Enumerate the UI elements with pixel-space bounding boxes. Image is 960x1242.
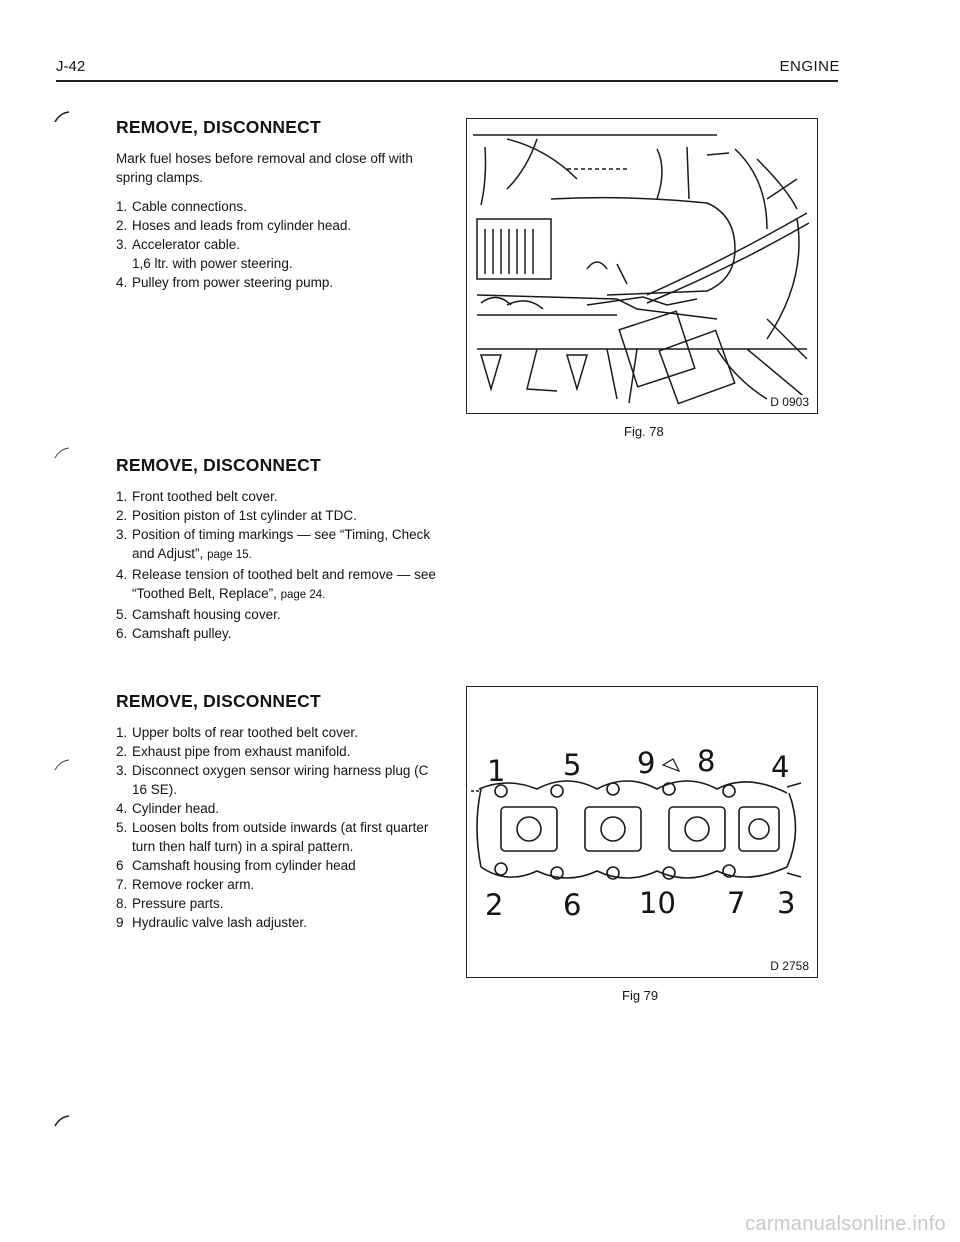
step-item: 8. Pressure parts. xyxy=(116,896,224,911)
crop-mark xyxy=(54,758,70,772)
section-intro: Mark fuel hoses before removal and close off with spring clamps. xyxy=(116,151,413,185)
bolt-number: 10 xyxy=(639,886,676,920)
step-item: 2. Hoses and leads from cylinder head. xyxy=(116,218,352,233)
chapter-title: ENGINE xyxy=(779,58,840,75)
figure-caption: Fig. 78 xyxy=(624,424,664,439)
section-heading: REMOVE, DISCONNECT xyxy=(116,117,321,137)
step-item: 4. Cylinder head. xyxy=(116,801,220,816)
engine-illustration xyxy=(467,119,818,414)
step-item: 1. Cable connections. xyxy=(116,199,247,214)
figure-code: D 2758 xyxy=(770,959,809,973)
step-item: 9 Hydraulic valve lash adjuster. xyxy=(116,915,307,930)
step-item: 2. Exhaust pipe from exhaust manifold. xyxy=(116,744,351,759)
bolt-sequence-illustration xyxy=(467,687,818,978)
bolt-number: 9 xyxy=(637,746,656,780)
step-item: 3. Accelerator cable. xyxy=(116,237,241,252)
figure-78 xyxy=(466,118,818,414)
step-item: 7. Remove rocker arm. xyxy=(116,877,255,892)
page-number: J-42 xyxy=(56,58,86,75)
figure-79 xyxy=(466,686,818,978)
step-item: 4. Pulley from power steering pump. xyxy=(116,275,334,290)
crop-mark xyxy=(54,1114,70,1128)
bolt-number: 8 xyxy=(697,744,716,778)
bolt-number: 7 xyxy=(727,886,746,920)
crop-mark xyxy=(54,110,70,124)
section-remove-3 xyxy=(116,692,446,932)
step-item: 2. Position piston of 1st cylinder at TDC. xyxy=(116,508,357,523)
step-item: 3. Position of timing markings — see “Timing, Check and Adjust”, page 15. xyxy=(116,527,431,561)
step-list xyxy=(116,197,446,292)
figure-caption: Fig 79 xyxy=(622,988,659,1003)
step-item: 4. Release tension of toothed belt and remove — see “Toothed Belt, Replace”, page 24. xyxy=(116,567,436,601)
step-item: 5. Camshaft housing cover. xyxy=(116,607,281,622)
section-heading: REMOVE, DISCONNECT xyxy=(116,691,321,711)
section-heading: REMOVE, DISCONNECT xyxy=(116,455,321,475)
step-list xyxy=(116,723,446,932)
watermark: carmanualsonline.info xyxy=(745,1213,946,1235)
section-remove-1 xyxy=(116,118,446,292)
bolt-number: 1 xyxy=(487,754,506,788)
figure-code: D 0903 xyxy=(770,395,809,409)
bolt-number: 4 xyxy=(771,750,790,784)
step-item: 3. Disconnect oxygen sensor wiring harness plug (C 16 SE). xyxy=(116,763,429,797)
bolt-number: 3 xyxy=(777,886,796,920)
step-item: 1,6 ltr. with power steering. xyxy=(132,256,293,271)
header-divider xyxy=(56,80,838,82)
section-remove-2 xyxy=(116,456,446,643)
step-item: 6 Camshaft housing from cylinder head xyxy=(116,858,356,873)
crop-mark xyxy=(54,446,70,460)
step-item: 1. Front toothed belt cover. xyxy=(116,489,278,504)
bolt-number: 6 xyxy=(563,888,582,922)
bolt-number: 2 xyxy=(485,888,504,922)
step-item: 1. Upper bolts of rear toothed belt cover. xyxy=(116,725,358,740)
bolt-number: 5 xyxy=(563,748,582,782)
step-item: 5. Loosen bolts from outside inwards (at first quarter turn then half turn) in a spiral pattern. xyxy=(116,820,429,854)
step-item: 6. Camshaft pulley. xyxy=(116,626,232,641)
step-list xyxy=(116,487,446,643)
